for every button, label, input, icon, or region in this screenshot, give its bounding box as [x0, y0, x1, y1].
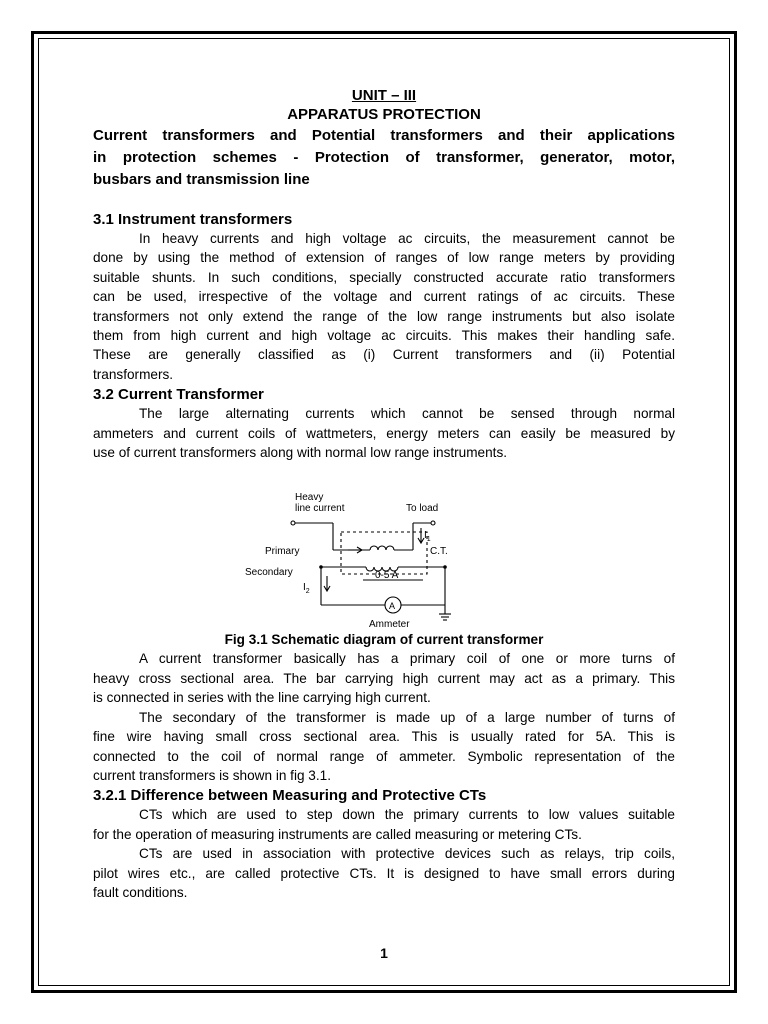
unit-subtitle — [93, 125, 675, 191]
line-terminal-icon — [291, 521, 295, 525]
text-line: A current transformer basically has a primary coil of one or more turns of — [139, 651, 675, 667]
text-line: connected to the coil of normal range of ammeter. Symbolic representation of the — [93, 748, 675, 764]
text-line: use of current transformers along with normal low range instruments. — [93, 445, 508, 461]
label-line-current: line current — [295, 503, 345, 515]
text-line: CTs which are used to step down the primary currents to low values suitable — [139, 807, 675, 823]
label-heavy: Heavy — [295, 492, 324, 504]
text-line: In heavy currents and high voltage ac circuits, the measurement cannot be — [139, 231, 675, 246]
text-line: transformers not only extend the range of the low range instruments but also isolate — [93, 308, 675, 324]
figure-3-1 — [93, 482, 675, 630]
label-ammeter: Ammeter — [369, 619, 410, 631]
figure-caption: Fig 3.1 Schematic diagram of current transformer — [224, 632, 544, 648]
label-i2: $I_2$ — [303, 582, 310, 596]
section-3-2-1-paragraph-1 — [93, 805, 675, 844]
label-secondary: Secondary — [245, 567, 293, 579]
primary-coil-icon — [370, 546, 394, 550]
section-3-2-heading: 3.2 Current Transformer — [93, 386, 264, 404]
section-3-2-paragraph — [93, 404, 675, 462]
text-line: These are generally classified as (i) Current transformers and (ii) Potential — [93, 347, 675, 363]
subtitle-line: busbars and transmission line — [93, 171, 310, 188]
label-to-load: To load — [406, 503, 439, 515]
text-line: fine wire having small cross sectional area. This is usually rated for 5A. This is — [93, 729, 675, 745]
section-3-2-1-paragraph-2 — [93, 844, 675, 902]
text-line: can be used, irrespective of the voltage and current ratings of ac circuits. These — [93, 289, 675, 305]
label-i1: $I_1$ — [424, 530, 431, 544]
label-range: 0-5 A — [375, 570, 399, 582]
load-terminal-icon — [431, 521, 435, 525]
text-line: suitable shunts. In such conditions, specially constructed accurate ratio transformers — [93, 269, 675, 285]
text-line: ammeters and current coils of wattmeters, energy meters can easily be measured by — [93, 425, 675, 441]
subtitle-line: Current transformers and Potential transformers and their applications — [93, 127, 675, 144]
current-transformer-diagram — [245, 490, 483, 631]
unit-heading: UNIT – III — [351, 87, 417, 104]
text-line: fault conditions. — [93, 884, 188, 900]
page-title: APPARATUS PROTECTION — [287, 106, 481, 123]
text-line: The large alternating currents which cannot be sensed through normal — [139, 406, 675, 422]
text-line: is connected in series with the line carrying high current. — [93, 690, 431, 706]
subtitle-line: in protection schemes - Protection of transformer, generator, motor, — [93, 149, 675, 166]
text-line: for the operation of measuring instruments are called measuring or metering CTs. — [93, 826, 582, 842]
section-3-1-heading: 3.1 Instrument transformers — [93, 211, 293, 228]
text-line: them from high current and high voltage ac circuits. This makes their handling safe. — [93, 328, 675, 344]
text-line: heavy cross sectional area. The bar carrying high current may act as a primary. This — [93, 670, 675, 686]
label-ct: C.T. — [430, 546, 448, 558]
text-line: transformers. — [93, 366, 174, 382]
document-body — [93, 86, 675, 902]
text-line: CTs are used in association with protective devices such as relays, trip coils, — [139, 846, 675, 862]
section-3-2-1-heading: 3.2.1 Difference between Measuring and Protective CTs — [93, 787, 487, 805]
section-3-1-paragraph — [93, 229, 675, 384]
ammeter-symbol: A — [389, 601, 396, 612]
page-number: 1 — [380, 945, 388, 961]
text-line: The secondary of the transformer is made up of a large number of turns of — [139, 709, 675, 725]
ct-paragraph-1 — [93, 649, 675, 707]
ct-box — [341, 532, 427, 574]
label-primary: Primary — [265, 546, 300, 558]
text-line: pilot wires etc., are called protective CTs. It is designed to have small errors during — [93, 865, 675, 881]
ct-paragraph-2 — [93, 708, 675, 786]
text-line: current transformers is shown in fig 3.1. — [93, 767, 331, 783]
text-line: done by using the method of extension of ranges of low range meters by providing — [93, 250, 675, 266]
